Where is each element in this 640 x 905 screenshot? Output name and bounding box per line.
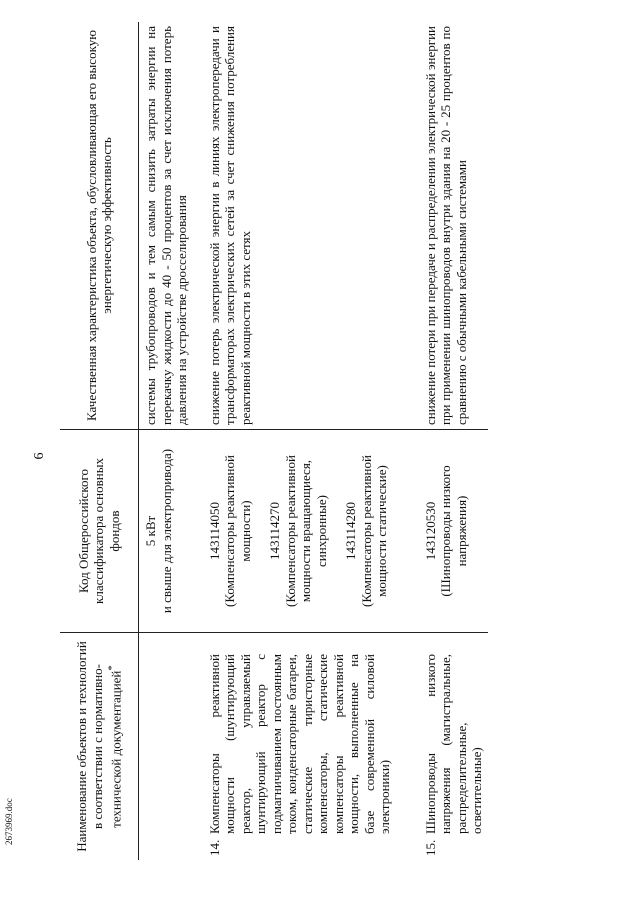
- table-row: [139, 22, 204, 860]
- header-name: [60, 633, 139, 861]
- row-name-cell: [420, 633, 488, 861]
- row-name: Шинопроводы низкого напряжения (магистральные, распределительные, осветительные): [422, 654, 484, 834]
- okof-code: 143114270: [267, 501, 282, 561]
- okof-code-label: (Шинопроводы низкого напряжения): [438, 465, 469, 597]
- header-name-text: Наименование объектов и технологий в соответствии с нормативно-технической документацией: [74, 641, 124, 852]
- okof-code-label: (Компенсаторы реактивной мощности): [222, 455, 253, 607]
- rotated-table-container: [60, 26, 560, 860]
- okof-code-label: (Компенсаторы реактивной мощности статические): [358, 455, 389, 607]
- row-code-cell: [204, 430, 420, 633]
- page-number: 6: [32, 452, 47, 460]
- okof-code: 143120530: [422, 501, 438, 561]
- okof-code: 143114050: [206, 501, 222, 561]
- row-description: системы трубопроводов и тем самым снизить затраты энергии на перекачку жидкости до 40 - 50 процентов за счет исключения потерь давления на устройстве дросселирования: [143, 26, 189, 425]
- row-name: Компенсаторы реактивной мощности (шунтирующий реактор, управляемый шунтирующий реактор с подмагничиванием постоянным током, конденсаторные батареи, статические тиристорные компенсаторы, статические компенсаторы реактивной мощности, выполненные на базе современной силовой электроники): [206, 654, 392, 834]
- table-header-row: [60, 22, 139, 860]
- header-description: Качественная характеристика объекта, обусловливающая его высокую энергетическую эффективность: [60, 22, 139, 430]
- table-row: [420, 22, 488, 860]
- okof-code: 143114280: [343, 501, 358, 561]
- table-row: [204, 22, 420, 860]
- code-block: [143, 434, 174, 628]
- code-block: [343, 434, 390, 628]
- row-description: снижение потери при передаче и распределении электрической энергии при применении шинопроводов внутри здания на 20 - 25 процентов по сравнению с обычными кабельными системами: [422, 26, 469, 425]
- row-number: 14.: [206, 839, 222, 856]
- okof-code: 5 кВт: [143, 515, 158, 547]
- row-description: снижение потерь электрической энергии в линиях электропередачи и трансформаторах электрических сетей за счет снижения потребления реактивной мощности в этих сетях: [206, 26, 253, 425]
- row-name-cell: [139, 633, 204, 861]
- code-block: [207, 434, 254, 628]
- header-code: Код Общероссийского классификатора основных фондов: [60, 430, 139, 633]
- header-name-footnote: *: [106, 665, 119, 671]
- row-code-cell: [420, 430, 488, 633]
- code-block: [267, 434, 329, 628]
- okof-code-label: (Компенсаторы реактивной мощности вращающиеся, синхронные): [282, 455, 329, 607]
- file-name-footer: 2673969.doc: [4, 798, 14, 845]
- row-code-cell: [139, 430, 204, 633]
- row-number: 15.: [422, 839, 438, 856]
- okof-code-label: и свыше для электропривода): [158, 448, 174, 614]
- energy-efficiency-table: [60, 22, 488, 860]
- code-block: [423, 434, 470, 628]
- row-name-cell: [204, 633, 420, 861]
